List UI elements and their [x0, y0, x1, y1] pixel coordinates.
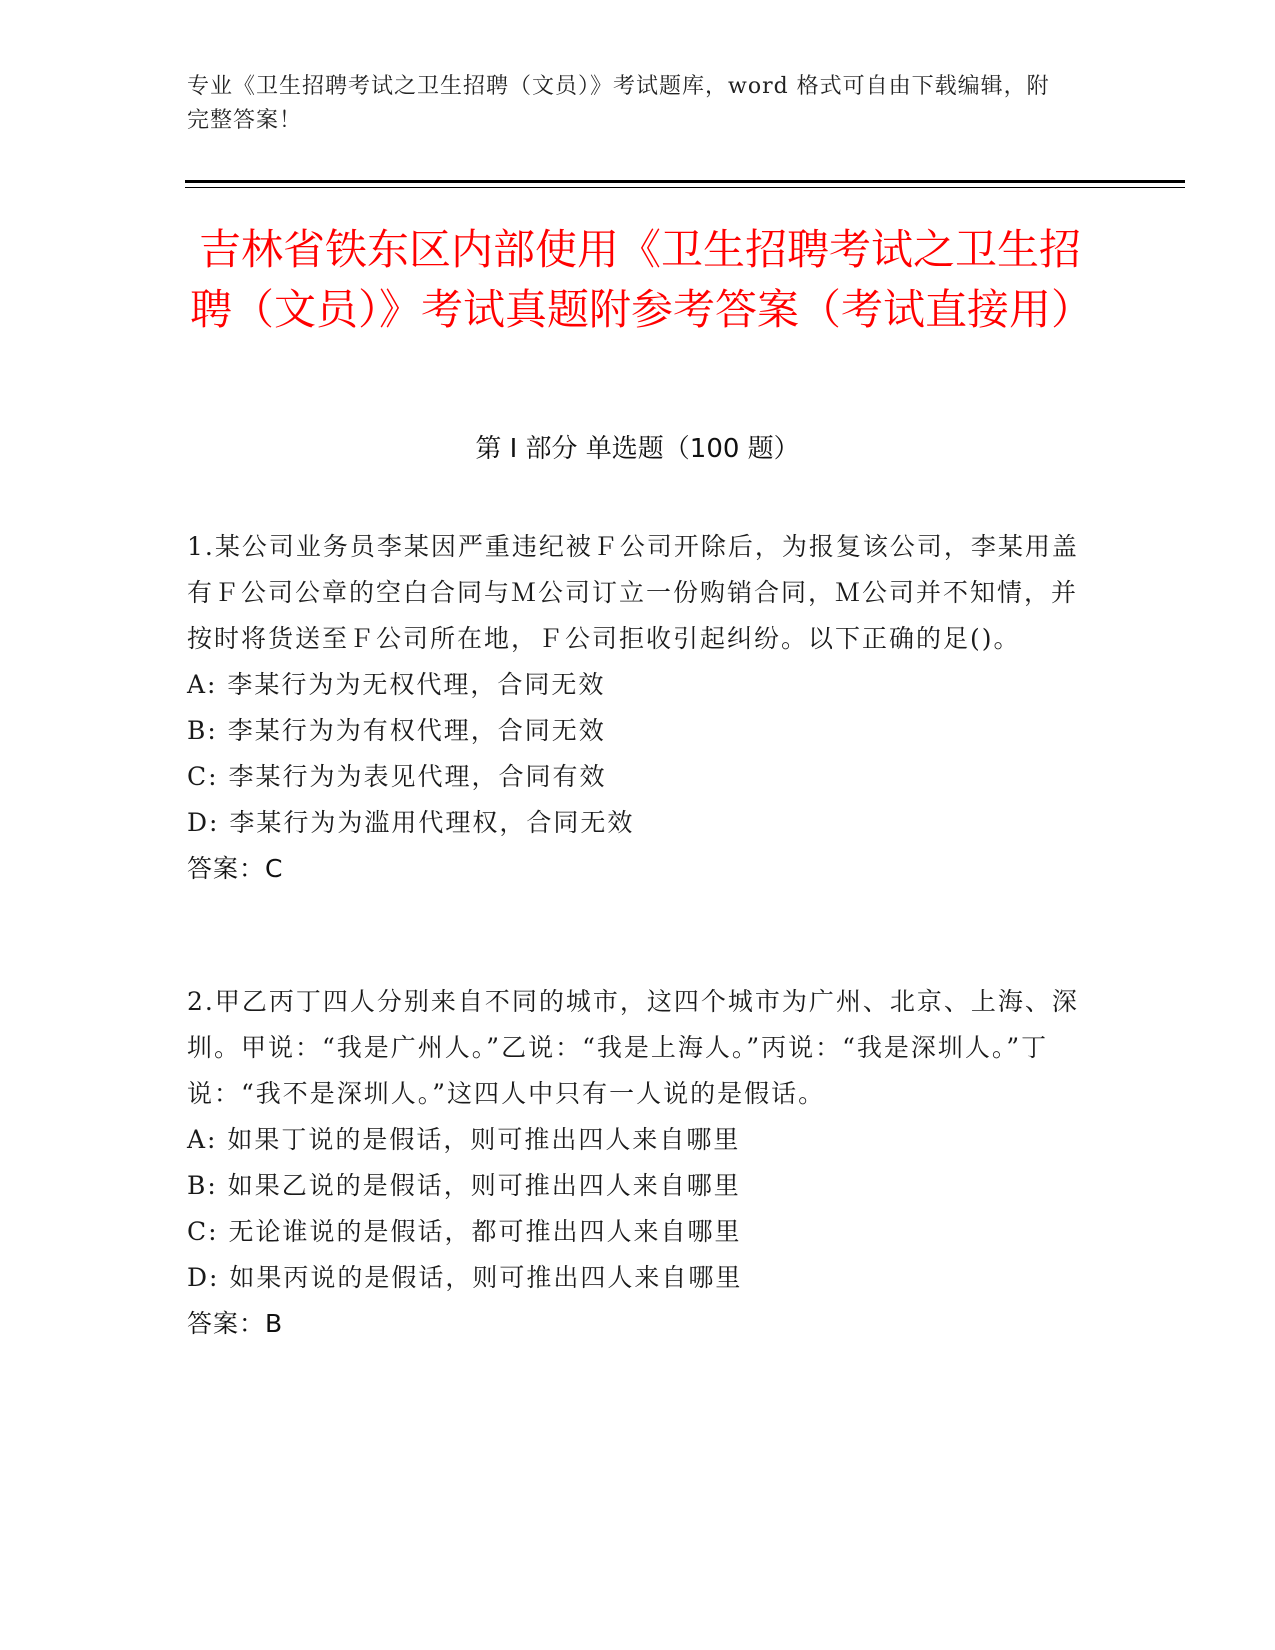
answer-line: 答案：B — [187, 1309, 284, 1338]
option-a: A: 李某行为为无权代理，合同无效 — [187, 670, 606, 699]
question-stem: 1.某公司业务员李某因严重违纪被Ｆ公司开除后，为报复该公司，李某用盖有Ｆ公司公章的空白合同与Ｍ公司订立一份购销合同，Ｍ公司并不知情，并按时将货送至Ｆ公司所在地，Ｆ公司拒收引起纠纷。以下正确的足()。 — [187, 532, 1079, 653]
document-title: 吉林省铁东区内部使用《卫生招聘考试之卫生招聘（文员）》考试真题附参考答案（考试直接用） — [190, 225, 1094, 334]
answer-line: 答案：C — [187, 854, 284, 883]
header-divider-thin — [185, 187, 1185, 188]
header-note: 专业《卫生招聘考试之卫生招聘（文员）》考试题库，word 格式可自由下载编辑，附完整答案！ — [187, 74, 1050, 133]
option-a: A: 如果丁说的是假话，则可推出四人来自哪里 — [187, 1125, 741, 1154]
header-divider-thick — [185, 180, 1185, 183]
question-2 — [187, 979, 1087, 1347]
option-d: D: 如果丙说的是假话，则可推出四人来自哪里 — [187, 1263, 743, 1292]
option-b: B: 李某行为为有权代理，合同无效 — [187, 716, 606, 745]
question-1 — [187, 524, 1087, 892]
option-c: C: 无论谁说的是假话，都可推出四人来自哪里 — [187, 1217, 742, 1246]
option-b: B: 如果乙说的是假话，则可推出四人来自哪里 — [187, 1171, 741, 1200]
option-d: D: 李某行为为滥用代理权，合同无效 — [187, 808, 635, 837]
question-stem: 2.甲乙丙丁四人分别来自不同的城市，这四个城市为广州、北京、上海、深圳。甲说：“我是广州人。”乙说：“我是上海人。”丙说：“我是深圳人。”丁说：“我不是深圳人。”这四人中只有一人说的是假话。 — [187, 987, 1079, 1108]
option-c: C: 李某行为为表见代理，合同有效 — [187, 762, 607, 791]
section-title: 第 I 部分 单选题（100 题） — [475, 434, 800, 464]
